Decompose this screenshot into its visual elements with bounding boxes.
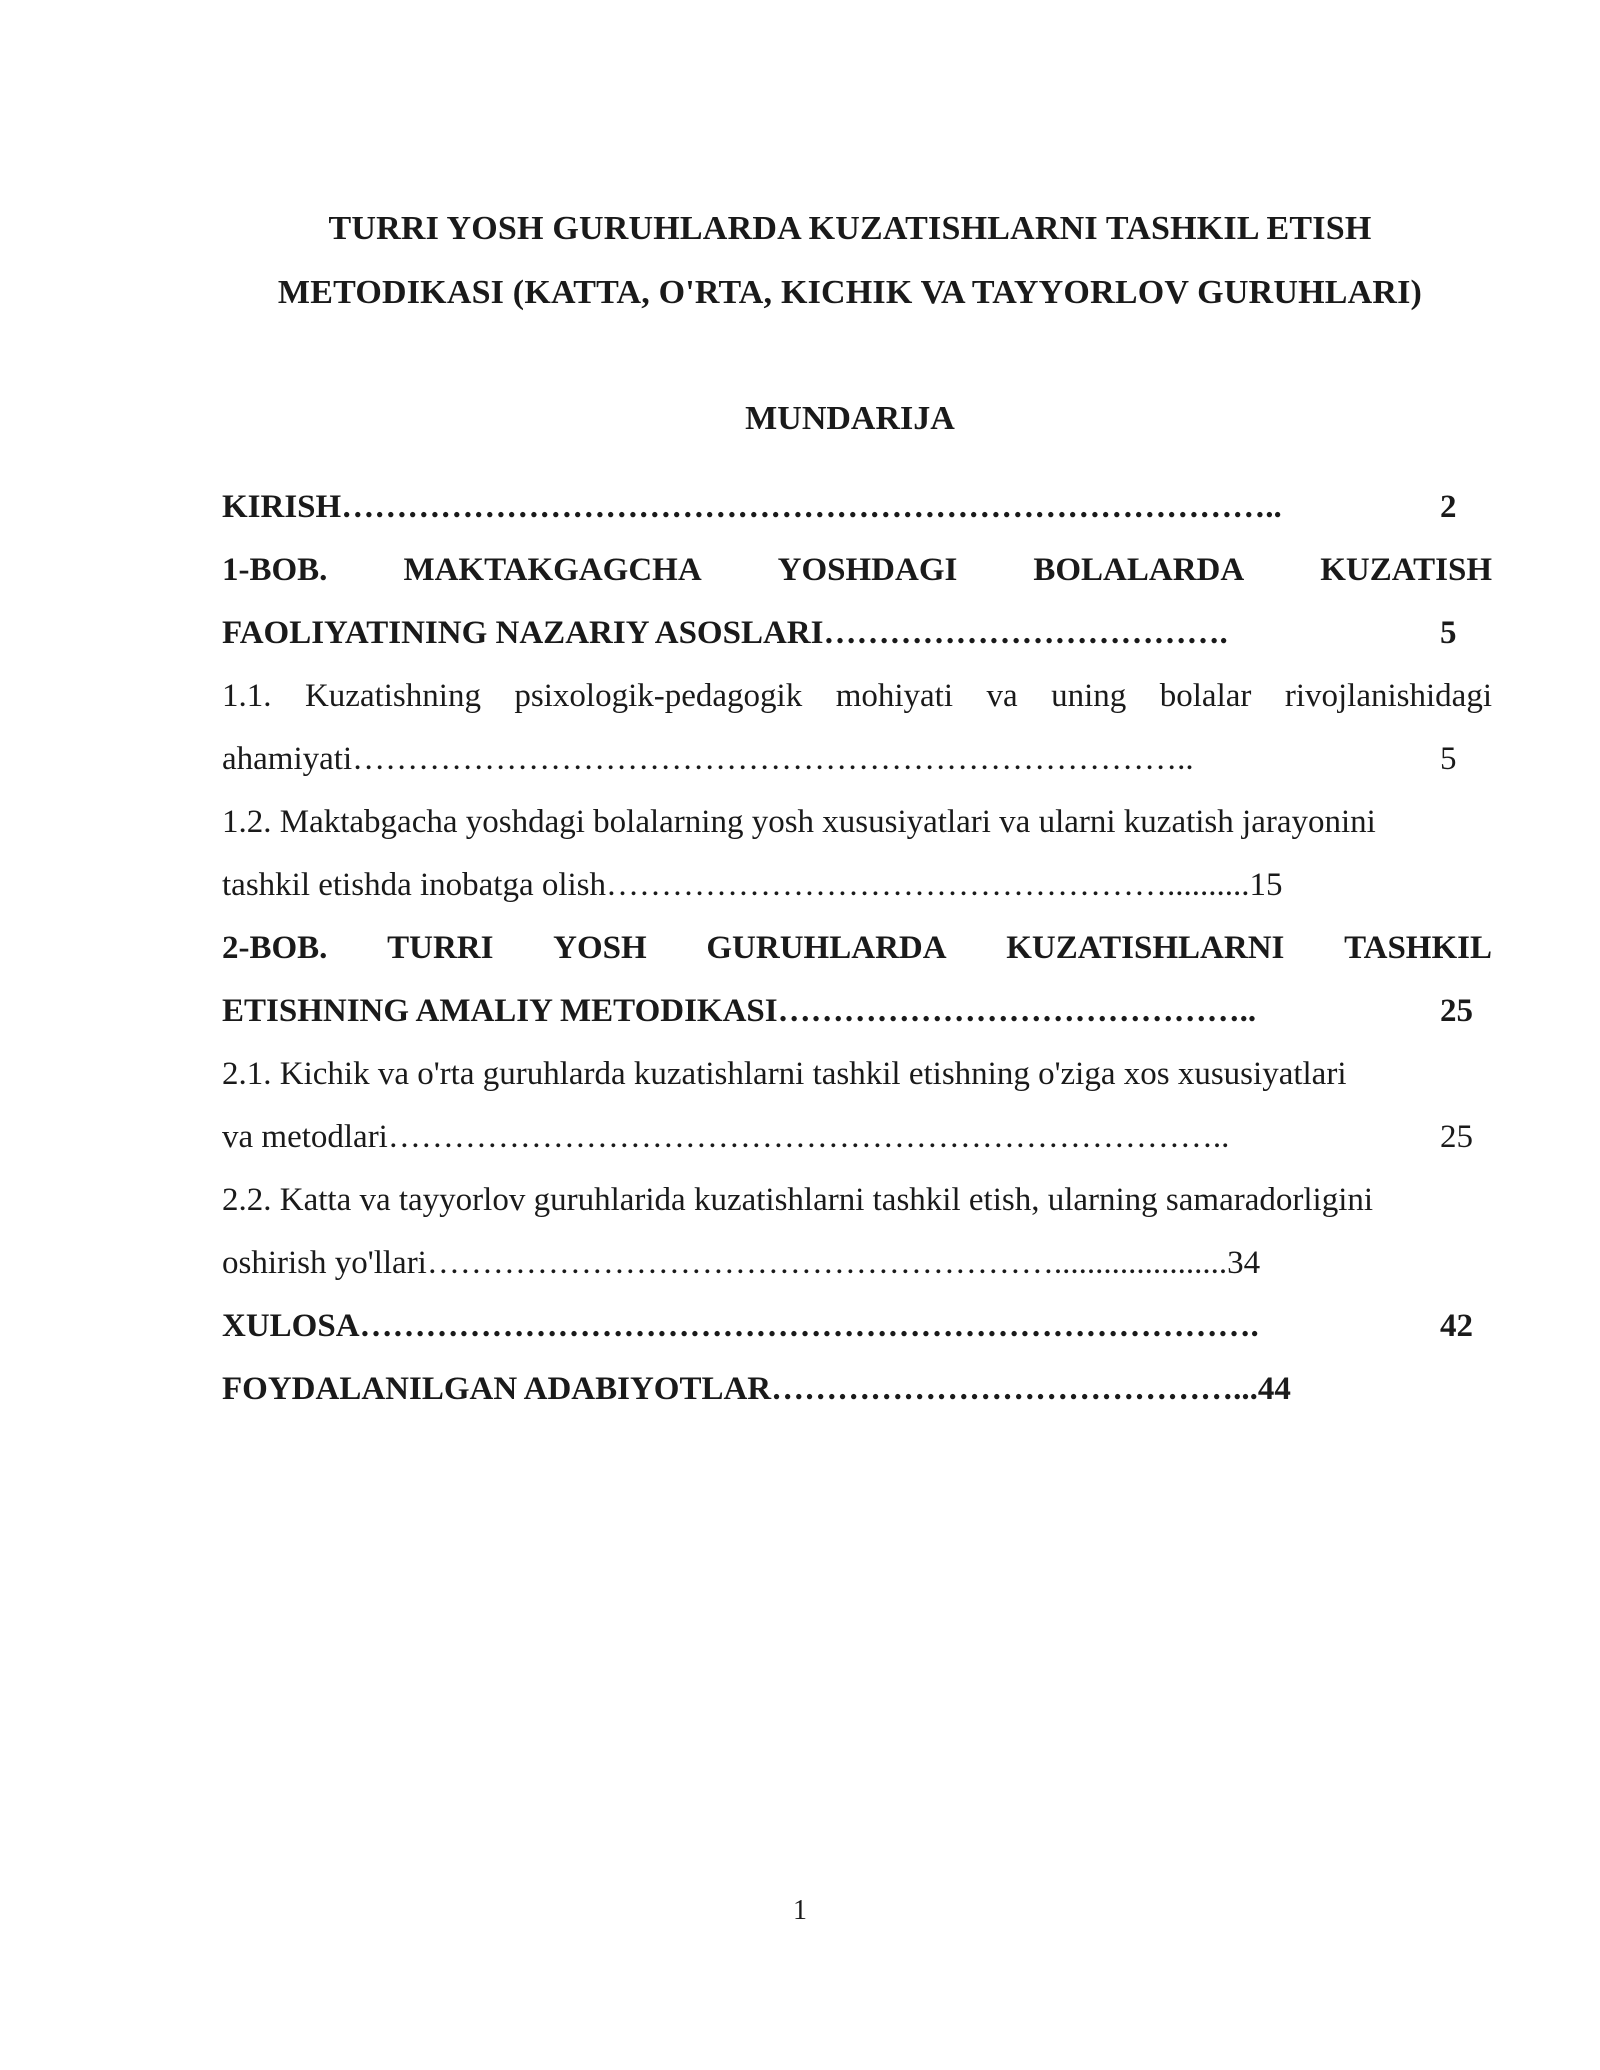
toc-entry-bob1-line2[interactable] bbox=[222, 602, 1492, 665]
toc-entry-2-1-line2[interactable] bbox=[222, 1106, 1492, 1169]
toc-entry-page: 2 bbox=[1440, 489, 1457, 525]
toc-word: va bbox=[986, 678, 1018, 714]
toc-word: TURRI bbox=[387, 930, 494, 966]
toc-word: KUZATISHLARNI bbox=[1006, 930, 1285, 966]
toc-word: YOSHDAGI bbox=[777, 552, 958, 588]
toc-entry-text: ahamiyati………………………………………………………………….. bbox=[222, 741, 1194, 777]
toc-word: 2-BOB. bbox=[222, 930, 328, 966]
toc-entry-bob2-line1[interactable] bbox=[222, 917, 1492, 980]
toc-word: psixologik-pedagogik bbox=[514, 678, 803, 714]
toc-entry-1-1-line2[interactable] bbox=[222, 728, 1492, 791]
toc-word: BOLALARDA bbox=[1033, 552, 1245, 588]
document-title-line-1: TURRI YOSH GURUHLARDA KUZATISHLARNI TASHKIL ETISH bbox=[328, 210, 1372, 247]
toc-entry-1-2-line1[interactable] bbox=[222, 791, 1492, 854]
toc-entry-1-1-line1[interactable] bbox=[222, 665, 1492, 728]
toc-entry-text: 2.1. Kichik va o'rta guruhlarda kuzatishlarni tashkil etishning o'ziga xos xususiyatlari bbox=[222, 1056, 1347, 1092]
toc-entry-kirish[interactable] bbox=[222, 476, 1492, 539]
toc-entry-page: 5 bbox=[1440, 615, 1457, 651]
toc-word: YOSH bbox=[553, 930, 647, 966]
toc-entry-text: 1.2. Maktabgacha yoshdagi bolalarning yosh xususiyatlari va ularni kuzatish jarayonini bbox=[222, 804, 1376, 840]
toc-entry-text: FAOLIYATINING NAZARIY ASOSLARI………………………………. bbox=[222, 615, 1228, 651]
toc-entry-text: va metodlari………………………………………………………………….. bbox=[222, 1119, 1230, 1155]
toc-entry-1-2-line2[interactable] bbox=[222, 854, 1492, 917]
toc-entry-adabiyotlar[interactable] bbox=[222, 1358, 1492, 1421]
toc-entry-page: 42 bbox=[1440, 1308, 1473, 1344]
toc-entry-text: oshirish yo'llari………………………………………………….....................34 bbox=[222, 1245, 1261, 1281]
toc-entry-xulosa[interactable] bbox=[222, 1295, 1492, 1358]
toc-entry-2-2-line2[interactable] bbox=[222, 1232, 1492, 1295]
toc-word: 1.1. bbox=[222, 678, 272, 714]
toc-entry-bob2-line2[interactable] bbox=[222, 980, 1492, 1043]
document-title-line-2: METODIKASI (KATTA, O'RTA, KICHIK VA TAYYORLOV GURUHLARI) bbox=[277, 274, 1423, 311]
toc-entry-page: 25 bbox=[1440, 993, 1473, 1029]
toc-entry-2-1-line1[interactable] bbox=[222, 1043, 1492, 1106]
toc-word: KUZATISH bbox=[1320, 552, 1492, 588]
toc-word: rivojlanishidagi bbox=[1284, 678, 1492, 714]
toc-entry-bob1-line1[interactable] bbox=[222, 539, 1492, 602]
toc-entry-text: XULOSA………………………………………………………………………. bbox=[222, 1308, 1259, 1344]
toc-word: Kuzatishning bbox=[304, 678, 481, 714]
toc-heading: MUNDARIJA bbox=[745, 400, 955, 437]
toc-word: GURUHLARDA bbox=[706, 930, 947, 966]
toc-word: 1-BOB. bbox=[222, 552, 328, 588]
toc-word: mohiyati bbox=[835, 678, 954, 714]
toc-entry-text: 2.2. Katta va tayyorlov guruhlarida kuzatishlarni tashkil etish, ularning samaradorligini bbox=[222, 1182, 1374, 1218]
toc-word: bolalar bbox=[1159, 678, 1252, 714]
toc-entry-text: FOYDALANILGAN ADABIYOTLAR……………………………………...44 bbox=[222, 1371, 1291, 1407]
table-of-contents bbox=[222, 476, 1492, 1421]
toc-entry-text: tashkil etishda inobatga olish……………………………………………..........15 bbox=[222, 867, 1283, 903]
page-number: 1 bbox=[793, 1895, 807, 1926]
toc-entry-text: ETISHNING AMALIY METODIKASI…………………………………….. bbox=[222, 993, 1257, 1029]
toc-entry-2-2-line1[interactable] bbox=[222, 1169, 1492, 1232]
toc-word: MAKTAKGAGCHA bbox=[403, 552, 702, 588]
toc-word: uning bbox=[1051, 678, 1127, 714]
toc-word: TASHKIL bbox=[1344, 930, 1492, 966]
toc-entry-page: 25 bbox=[1440, 1119, 1473, 1155]
toc-entry-text: KIRISH………………………………………………………………………….. bbox=[222, 489, 1282, 525]
toc-entry-page: 5 bbox=[1440, 741, 1457, 777]
